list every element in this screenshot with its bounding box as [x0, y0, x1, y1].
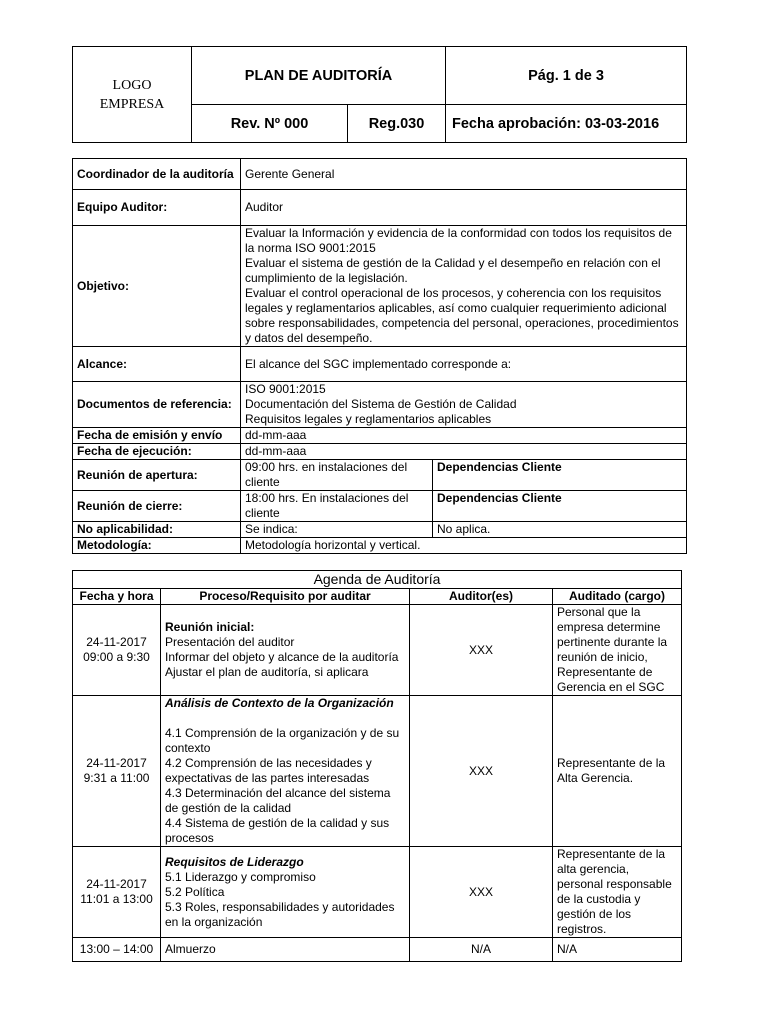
row2-spacer	[165, 711, 405, 726]
page-number: Pág. 1 de 3	[446, 47, 687, 105]
row4-time-range: 13:00 – 14:00	[73, 938, 161, 962]
noapp-extra: No aplica.	[433, 522, 687, 538]
execution-value: dd-mm-aaa	[241, 444, 687, 460]
row3-heading: Requisitos de Liderazgo	[165, 854, 304, 869]
header-table	[72, 46, 687, 143]
row2-item-4: 4.4 Sistema de gestión de la calidad y sus procesos	[165, 816, 390, 845]
table-row	[73, 428, 687, 444]
method-label: Metodología:	[73, 538, 241, 554]
row2-datetime	[73, 696, 161, 847]
document-title: PLAN DE AUDITORÍA	[192, 47, 446, 105]
coordinator-value: Gerente General	[241, 159, 687, 190]
closing-value: 18:00 hrs. En instalaciones del cliente	[241, 491, 433, 522]
row1-item-2: Informar del objeto y alcance de la auditoría	[165, 650, 399, 664]
row2-date: 24-11-2017	[86, 756, 147, 770]
execution-label: Fecha de ejecución:	[73, 444, 241, 460]
objective-value	[241, 226, 687, 347]
closing-label: Reunión de cierre:	[73, 491, 241, 522]
row1-process	[161, 605, 410, 696]
row1-item-1: Presentación del auditor	[165, 635, 295, 649]
team-label: Equipo Auditor:	[73, 190, 241, 226]
team-value: Auditor	[241, 190, 687, 226]
row1-datetime	[73, 605, 161, 696]
row2-audited: Representante de la Alta Gerencia.	[553, 696, 682, 847]
row2-item-2: 4.2 Comprensión de las necesidades y expectativas de las partes interesadas	[165, 756, 372, 785]
emission-label: Fecha de emisión y envío	[73, 428, 241, 444]
docs-label: Documentos de referencia:	[73, 382, 241, 428]
agenda-header-row	[73, 589, 682, 605]
col-header-date: Fecha y hora	[73, 589, 161, 605]
agenda-title-row	[73, 571, 682, 589]
table-row	[73, 226, 687, 347]
table-row	[73, 159, 687, 190]
method-value: Metodología horizontal y vertical.	[241, 538, 687, 554]
col-header-audited: Auditado (cargo)	[553, 589, 682, 605]
objective-line-2: Evaluar el sistema de gestión de la Calidad y el desempeño en relación con el cumplimiento de la legislación.	[245, 256, 661, 285]
emission-value: dd-mm-aaa	[241, 428, 687, 444]
row3-item-1: 5.1 Liderazgo y compromiso	[165, 869, 316, 884]
row2-item-1: 4.1 Comprensión de la organización y de su contexto	[165, 726, 400, 755]
row4-auditor: N/A	[410, 938, 553, 962]
row3-process	[161, 847, 410, 938]
table-row	[73, 347, 687, 382]
doc-line-2: Documentación del Sistema de Gestión de Calidad	[245, 397, 517, 411]
registry-number: Reg.030	[348, 105, 446, 143]
table-row	[73, 491, 687, 522]
approval-date: Fecha aprobación: 03-03-2016	[446, 105, 687, 143]
table-row	[73, 938, 682, 962]
row3-date: 24-11-2017	[86, 877, 147, 891]
table-row	[73, 444, 687, 460]
table-row	[73, 460, 687, 491]
row1-item-3: Ajustar el plan de auditoría, si aplicara	[165, 665, 369, 679]
agenda-title: Agenda de Auditoría	[73, 571, 682, 589]
row1-date: 24-11-2017	[86, 635, 147, 649]
table-row	[73, 847, 682, 938]
doc-line-1: ISO 9001:2015	[245, 382, 326, 396]
row1-audited: Personal que la empresa determine pertinente durante la reunión de inicio, Representante de Gerencia en el SGC	[553, 605, 682, 696]
revision-number: Rev. Nº 000	[192, 105, 348, 143]
row2-heading: Análisis de Contexto de la Organización	[165, 696, 394, 710]
scope-label: Alcance:	[73, 347, 241, 382]
row3-datetime	[73, 847, 161, 938]
logo-line-1: LOGO	[112, 77, 152, 93]
agenda-table	[72, 570, 682, 962]
opening-value: 09:00 hrs. en instalaciones del cliente	[241, 460, 433, 491]
table-row	[73, 605, 682, 696]
company-logo	[73, 47, 192, 143]
objective-line-3: Evaluar el control operacional de los procesos, y coherencia con los requisitos legales y reglamentarios aplicables, así como cualquier requerimiento adicional sobre responsabilidades, competencia del personal, operaciones, procedimientos y datos del desempeño.	[245, 286, 679, 345]
logo-line-2: EMPRESA	[99, 96, 165, 112]
row4-process: Almuerzo	[161, 938, 410, 962]
row3-item-2: 5.2 Política	[165, 884, 225, 899]
row3-auditor: XXX	[410, 847, 553, 938]
row2-auditor: XXX	[410, 696, 553, 847]
row2-item-3: 4.3 Determinación del alcance del sistema de gestión de la calidad	[165, 786, 391, 815]
closing-location: Dependencias Cliente	[433, 491, 687, 522]
noapp-value: Se indica:	[241, 522, 433, 538]
objective-line-1: Evaluar la Información y evidencia de la conformidad con todos los requisitos de la norma ISO 9001:2015	[245, 226, 672, 255]
opening-location: Dependencias Cliente	[433, 460, 687, 491]
docs-value	[241, 382, 687, 428]
opening-label: Reunión de apertura:	[73, 460, 241, 491]
noapp-label: No aplicabilidad:	[73, 522, 241, 538]
doc-line-3: Requisitos legales y reglamentarios aplicables	[245, 412, 492, 426]
row1-heading: Reunión inicial:	[165, 620, 255, 634]
row4-audited: N/A	[553, 938, 682, 962]
coordinator-label: Coordinador de la auditoría	[73, 159, 241, 190]
row3-audited: Representante de la alta gerencia, personal responsable de la custodia y gestión de los registros.	[553, 847, 682, 938]
scope-value: El alcance del SGC implementado corresponde a:	[241, 347, 687, 382]
table-row	[73, 538, 687, 554]
audit-info-table	[72, 158, 687, 554]
table-row	[73, 190, 687, 226]
objective-label: Objetivo:	[73, 226, 241, 347]
table-row	[73, 522, 687, 538]
table-row	[73, 382, 687, 428]
col-header-process: Proceso/Requisito por auditar	[161, 589, 410, 605]
row2-process	[161, 696, 410, 847]
row1-auditor: XXX	[410, 605, 553, 696]
col-header-auditor: Auditor(es)	[410, 589, 553, 605]
row2-time: 9:31 a 11:00	[83, 771, 150, 785]
row3-time: 11:01 a 13:00	[80, 892, 153, 906]
table-row	[73, 696, 682, 847]
row3-item-3: 5.3 Roles, responsabilidades y autoridades en la organización	[165, 899, 395, 929]
row1-time: 09:00 a 9:30	[83, 650, 150, 664]
